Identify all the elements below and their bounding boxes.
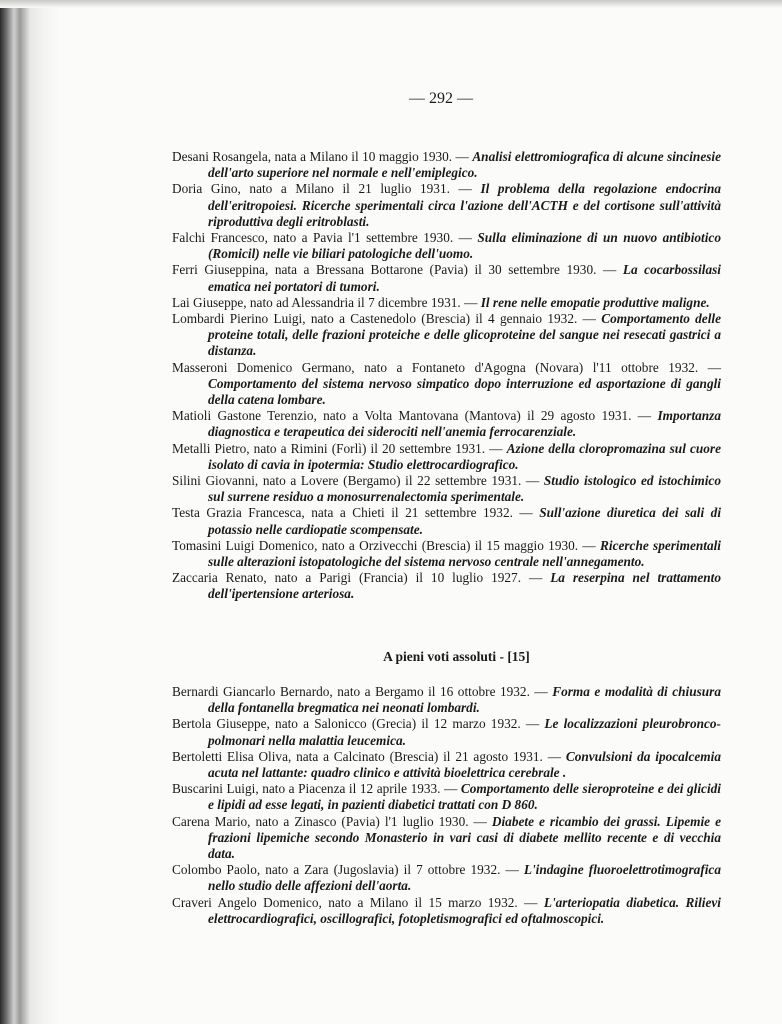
entry-author: Bertoletti Elisa Oliva, nata a Calcinato (Brescia) il 21 agosto 1931. — bbox=[172, 748, 561, 764]
entry-author: Doria Gino, nato a Milano il 21 luglio 1931. — bbox=[172, 181, 472, 197]
thesis-entry bbox=[172, 781, 721, 813]
thesis-list-section-2 bbox=[172, 684, 721, 927]
thesis-entry bbox=[172, 895, 721, 927]
thesis-entry bbox=[172, 814, 721, 863]
entry-title: Azione della cloropromazina sul cuore isolato di cavia in ipotermia: Studio elettrocardiografico. bbox=[208, 440, 722, 472]
thesis-entry bbox=[172, 538, 721, 570]
scan-top-edge bbox=[0, 0, 782, 8]
entry-author: Buscarini Luigi, nato a Piacenza il 12 aprile 1933. — bbox=[172, 781, 458, 797]
entry-title: La reserpina nel trattamento dell'ipertensione arteriosa. bbox=[208, 570, 721, 602]
entry-author: Testa Grazia Francesca, nata a Chieti il 21 settembre 1932. — bbox=[172, 505, 533, 521]
entry-title: Comportamento delle proteine totali, delle frazioni proteiche e delle glicoproteine del sangue nei resecati gastrici a distanza. bbox=[208, 311, 722, 359]
entry-author: Ferri Giuseppina, nata a Bressana Bottarone (Pavia) il 30 settembre 1930. — bbox=[172, 262, 617, 278]
entry-title: Forma e modalità di chiusura della fontanella bregmatica nei neonati lombardi. bbox=[208, 684, 722, 716]
entry-author: Desani Rosangela, nata a Milano il 10 maggio 1930. — bbox=[172, 149, 469, 164]
entry-author: Bertola Giuseppe, nato a Salonicco (Grecia) il 12 marzo 1932. — bbox=[172, 716, 540, 732]
entry-title: Studio istologico ed istochimico sul surrene residuo a monosurrenalectomia sperimentale. bbox=[208, 473, 721, 505]
thesis-entry bbox=[172, 862, 721, 894]
thesis-entry bbox=[172, 570, 721, 602]
entry-author: Zaccaria Renato, nato a Parigi (Francia) il 10 luglio 1927. — bbox=[172, 570, 543, 586]
thesis-entry bbox=[172, 684, 721, 716]
entry-author: Tomasini Luigi Domenico, nato a Orzivecchi (Brescia) il 15 maggio 1930. — bbox=[172, 537, 596, 553]
entry-author: Silini Giovanni, nato a Lovere (Bergamo) il 22 settembre 1931. — bbox=[172, 473, 540, 489]
entry-title: La cocarbossilasi ematica nei portatori di tumori. bbox=[208, 262, 721, 294]
thesis-list-section-1 bbox=[172, 149, 721, 603]
thesis-entry bbox=[172, 311, 721, 360]
entry-title: L'indagine fluoroelettrotimografica nello studio delle affezioni dell'aorta. bbox=[208, 862, 721, 894]
thesis-entry bbox=[172, 181, 721, 230]
thesis-entry bbox=[172, 149, 721, 181]
entry-author: Metalli Pietro, nato a Rimini (Forlì) il 20 settembre 1931. — bbox=[172, 440, 503, 456]
entry-title: Importanza diagnostica e terapeutica dei siderociti nell'anemia ferrocarenziale. bbox=[208, 408, 722, 440]
thesis-entry bbox=[172, 262, 721, 294]
entry-author: Bernardi Giancarlo Bernardo, nato a Bergamo il 16 ottobre 1932. — bbox=[172, 684, 548, 699]
thesis-entry bbox=[172, 505, 721, 537]
entry-author: Matioli Gastone Terenzio, nato a Volta Mantovana (Mantova) il 29 agosto 1931. — bbox=[172, 408, 652, 424]
entry-title: Il problema della regolazione endocrina dell'eritropoiesi. Ricerche sperimentali circa l'azione dell'ACTH e del cortisone sull'attività riproduttiva degli eritroblasti. bbox=[208, 181, 721, 229]
entry-author: Falchi Francesco, nato a Pavia l'1 settembre 1930. — bbox=[172, 230, 472, 246]
entry-title: Comportamento del sistema nervoso simpatico dopo interruzione ed asportazione di gangli della catena lombare. bbox=[208, 375, 721, 408]
entry-author: Masseroni Domenico Germano, nato a Fontaneto d'Agogna (Novara) l'11 ottobre 1932. — bbox=[172, 359, 721, 375]
thesis-entry bbox=[172, 408, 721, 440]
thesis-entry bbox=[172, 473, 721, 505]
entry-author: Carena Mario, nato a Zinasco (Pavia) l'1 luglio 1930. — bbox=[172, 813, 487, 829]
entry-title: Convulsioni da ipocalcemia acuta nel lattante: quadro clinico e attività bioelettrica cerebrale . bbox=[208, 748, 721, 781]
thesis-entry bbox=[172, 441, 721, 473]
entry-author: Craveri Angelo Domenico, nato a Milano il 15 marzo 1932. — bbox=[172, 894, 538, 910]
thesis-entry bbox=[172, 749, 721, 781]
entry-author: Lai Giuseppe, nato ad Alessandria il 7 dicembre 1931. — bbox=[172, 294, 478, 310]
scan-binding-edge bbox=[0, 0, 60, 1024]
thesis-entry bbox=[172, 295, 721, 311]
thesis-entry bbox=[172, 716, 721, 748]
entry-title: Diabete e ricambio dei grassi. Lipemie e frazioni lipemiche secondo Monasterio in vari casi di diabete mellito recente e di vecchia data. bbox=[208, 813, 721, 862]
entry-author: Lombardi Pierino Luigi, nato a Castenedolo (Brescia) il 4 gennaio 1932. — bbox=[172, 311, 596, 327]
entry-title: L'arteriopatia diabetica. Rilievi elettrocardiografici, oscillografici, fotopletismografici ed oftalmoscopici. bbox=[208, 894, 721, 926]
entry-title: Sulla eliminazione di un nuovo antibiotico (Romicil) nelle vie biliari patologiche dell'uomo. bbox=[208, 230, 721, 262]
thesis-entry bbox=[172, 230, 721, 262]
entry-title: Analisi elettromiografica di alcune sincinesie dell'arto superiore nel normale e nell'emiplegico. bbox=[208, 149, 721, 181]
entry-title: Le localizzazioni pleurobronco-polmonari nella malattia leucemica. bbox=[208, 716, 721, 748]
entry-title: Il rene nelle emopatie produttive maligne. bbox=[480, 294, 710, 310]
section-heading: A pieni voti assoluti - [15] bbox=[383, 649, 530, 664]
entry-author: Colombo Paolo, nato a Zara (Jugoslavia) il 7 ottobre 1932. — bbox=[172, 862, 519, 878]
entry-title: Sull'azione diuretica dei sali di potassio nelle cardiopatie scompensate. bbox=[208, 505, 722, 537]
thesis-entry bbox=[172, 360, 721, 409]
entry-title: Comportamento delle sieroproteine e dei glicidi e lipidi ad esse legati, in pazienti diabetici trattati con D 860. bbox=[208, 781, 721, 813]
page-number: — 292 — bbox=[409, 90, 473, 107]
entry-title: Ricerche sperimentali sulle alterazioni istopatologiche del sistema nervoso centrale nell'annegamento. bbox=[208, 537, 722, 570]
